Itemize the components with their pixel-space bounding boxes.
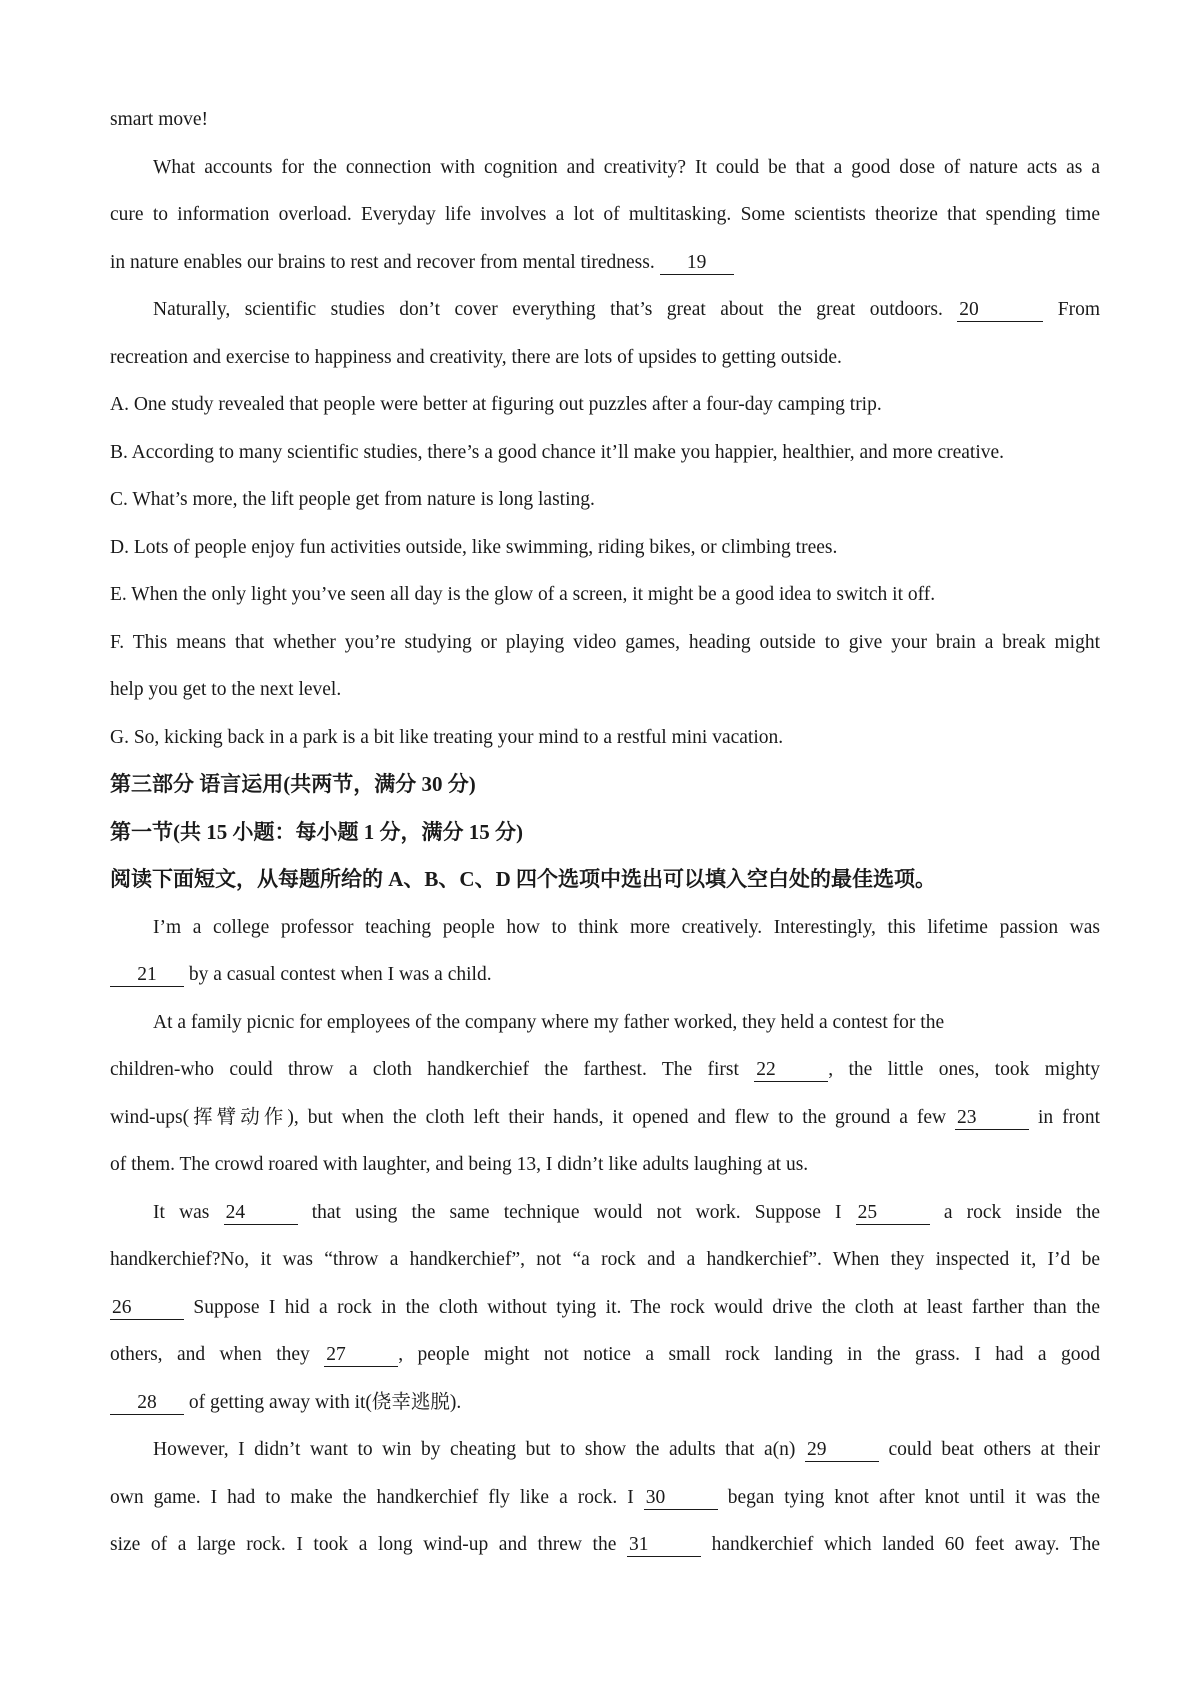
option-c: C. What’s more, the lift people get from nature is long lasting. [110,489,595,510]
cloze-line: handkerchief?No, it was “throw a handkerchief”, not “a rock and a handkerchief”. When they inspected it, I’d be [110,1249,1100,1270]
passage-line [110,334,1100,382]
answer-blank-26[interactable]: 26 [110,1297,184,1320]
answer-blank-21[interactable]: 21 [110,964,184,987]
cloze-line: of them. The crowd roared with laughter, and being 13, I didn’t like adults laughing at us. [110,1154,809,1175]
answer-blank-31[interactable]: 31 [627,1534,701,1557]
cloze-line: 21 by a casual contest when I was a child. [110,951,1100,999]
cloze-line: However, I didn’t want to win by cheating but to show the adults that a(n) 29 could beat others at their [153,1439,1101,1460]
passage-line [110,96,1100,144]
cloze-line: 28 of getting away with it(侥幸逃脱). [110,1379,1100,1427]
passage-text: in nature enables our brains to rest and recover from mental tiredness. [110,251,655,273]
option-b: B. According to many scientific studies, there’s a good chance it’ll make you happier, healthier, and more creative. [110,441,1005,463]
answer-blank-19[interactable]: 19 [660,252,734,275]
answer-blank-23[interactable]: 23 [955,1107,1029,1130]
answer-blank-28[interactable]: 28 [110,1392,184,1415]
passage-line [110,286,1100,334]
cloze-line: size of a large rock. I took a long wind-up and threw the 31 handkerchief which landed 60 feet away. The [110,1534,1101,1555]
cloze-line: At a family picnic for employees of the company where my father worked, they held a contest for the [153,1011,945,1033]
section-instruction: 阅读下面短文，从每题所给的 A、B、C、D 四个选项中选出可以填入空白处的最佳选项。 [110,867,937,891]
option-f: F. This means that whether you’re studying or playing video games, heading outside to give your brain a break might [110,631,1100,653]
cloze-line: 26 Suppose I hid a rock in the cloth without tying it. The rock would drive the cloth at least farther than the [112,1296,1100,1318]
passage-text: recreation and exercise to happiness and creativity, there are lots of upsides to getting outside. [110,346,842,368]
section-heading: 第一节(共 15 小题：每小题 1 分，满分 15 分) [110,819,523,844]
answer-blank-25[interactable]: 25 [856,1202,930,1225]
passage-text: smart move! [110,109,209,130]
passage-text: From [1057,299,1100,320]
part-heading: 第三部分 语言运用(共两节，满分 30 分) [110,772,476,796]
cloze-line: I’m a college professor teaching people how to think more creatively. Interestingly, this lifetime passion was [153,916,1100,938]
passage-text: cure to information overload. Everyday life involves a lot of multitasking. Some scientists theorize that spending time [110,204,1100,225]
option-d: D. Lots of people enjoy fun activities outside, like swimming, riding bikes, or climbing trees. [110,536,838,558]
passage-line [110,239,1100,287]
answer-blank-20[interactable]: 20 [957,299,1043,322]
cloze-line: wind-ups(挥臂动作), but when the cloth left their hands, it opened and flew to the ground a few 23 in front [110,1106,1101,1128]
answer-blank-30[interactable]: 30 [644,1487,718,1510]
answer-blank-24[interactable]: 24 [224,1202,298,1225]
cloze-line: It was 24 that using the same technique would not work. Suppose I 25 a rock inside the [153,1201,1100,1223]
passage-text: Naturally, scientific studies don’t cover everything that’s great about the great outdoors. [153,299,943,320]
option-e: E. When the only light you’ve seen all day is the glow of a screen, it might be a good idea to switch it off. [110,584,936,605]
cloze-line: children-who could throw a cloth handkerchief the farthest. The first 22 , the little ones, took mighty [110,1059,1101,1080]
cloze-line: own game. I had to make the handkerchief fly like a rock. I 30 began tying knot after knot until it was the [110,1486,1100,1508]
passage-line [110,144,1100,192]
answer-blank-29[interactable]: 29 [805,1439,879,1462]
cloze-line: others, and when they 27 , people might not notice a small rock landing in the grass. I had a good [110,1344,1100,1365]
passage-line [110,191,1100,239]
option-a: A. One study revealed that people were better at figuring out puzzles after a four-day camping trip. [110,394,882,415]
answer-blank-22[interactable]: 22 [754,1059,828,1082]
answer-blank-27[interactable]: 27 [324,1344,398,1367]
option-g: G. So, kicking back in a park is a bit like treating your mind to a restful mini vacation. [110,726,784,748]
passage-text: What accounts for the connection with cognition and creativity? It could be that a good dose of nature acts as a [153,156,1100,178]
option-f-continued: help you get to the next level. [110,679,342,700]
exam-page [110,96,1100,1569]
